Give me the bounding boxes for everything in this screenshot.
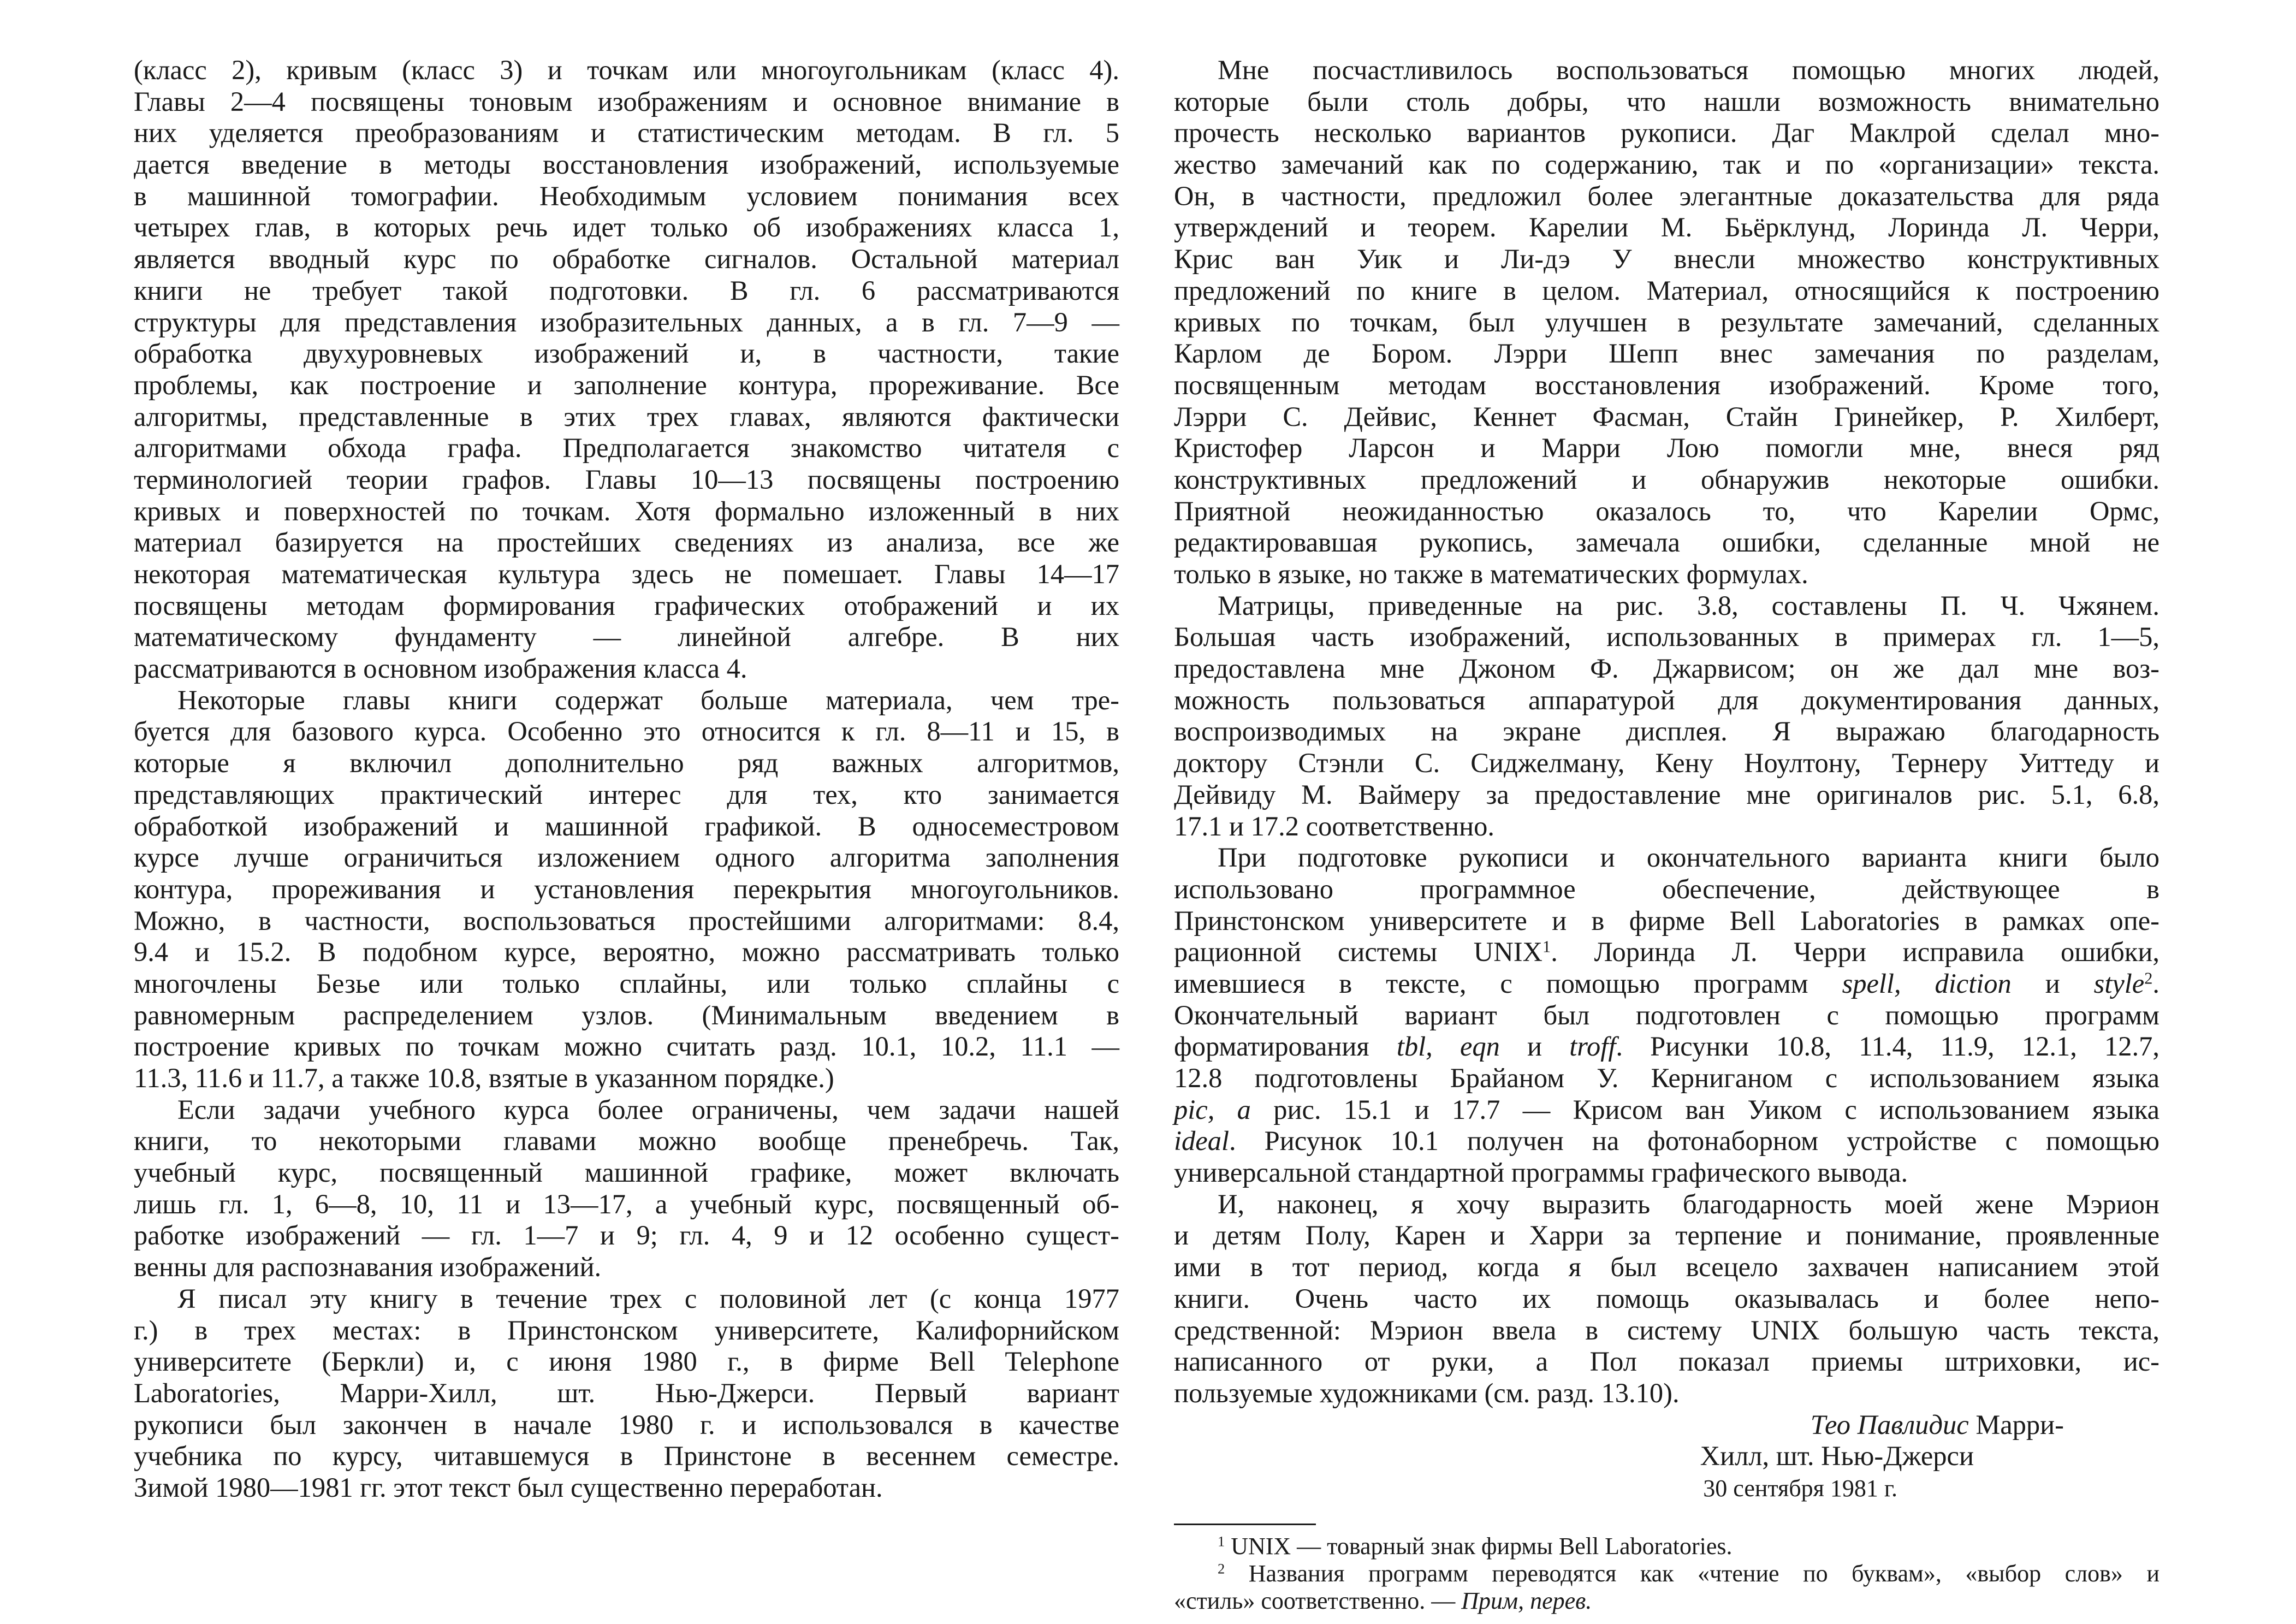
text-line: и детям Полу, Карен и Харри за терпение и понимание, проявленные	[1174, 1220, 2159, 1251]
text-line: контура, прореживания и установления перекрытия многоугольников.	[134, 873, 1119, 904]
text-line: построение кривых по точкам можно считать разд. 10.1, 10.2, 11.1 —	[134, 1031, 1119, 1062]
text-line: кривых по точкам, был улучшен в результате замечаний, сделанных	[1174, 306, 2159, 337]
text-line: является вводный курс по обработке сигналов. Остальной материал	[134, 244, 1119, 275]
text-line: Можно, в частности, воспользоваться простейшими алгоритмами: 8.4,	[134, 905, 1119, 936]
text-line: Я писал эту книгу в течение трех с половиной лет (с конца 1977	[177, 1283, 1119, 1314]
paragraph-acknowledgements-reviewers	[1174, 55, 2159, 590]
text-line: только в языке, но также в математических формулах.	[1174, 559, 1808, 589]
text-line: 9.4 и 15.2. В подобном курсе, вероятно, можно рассматривать только	[134, 937, 1119, 968]
paragraph-course-variants	[134, 1094, 1119, 1283]
text-line: (класс 2), кривым (класс 3) и точкам или многоугольникам (класс 4).	[134, 55, 1119, 85]
text-line: Laboratories, Марри-Хилл, шт. Нью-Джерси. Первый вариант	[134, 1377, 1119, 1408]
text-line: рационной системы UNIX$^1$. Лоринда Л. Черри исправила ошибки,	[1174, 937, 2159, 968]
text-line: pic, a рис. 15.1 и 17.7 — Крисом ван Уиком с использованием языка	[1174, 1094, 2159, 1125]
footnote-1	[1174, 1533, 2159, 1560]
text-line: 12.8 подготовлены Брайаном У. Керниганом с использованием языка	[1174, 1063, 2159, 1093]
text-line: 11.3, 11.6 и 11.7, а также 10.8, взятые в указанном порядке.)	[134, 1063, 834, 1093]
paragraph-acknowledgements-software	[1174, 842, 2159, 1189]
text-line: курсе лучше ограничиться изложением одного алгоритма заполнения	[134, 842, 1119, 873]
text-line: алгоритмы, представленные в этих трех главах, являются фактически	[134, 401, 1119, 432]
text-line: обработка двухуровневых изображений и, в частности, такие	[134, 338, 1119, 369]
text-line: конструктивных предложений и обнаружив некоторые ошибки.	[1174, 464, 2159, 495]
text-line: предоставлена мне Джоном Ф. Джарвисом; он же дал мне воз-	[1174, 653, 2159, 684]
text-line: буется для базового курса. Особенно это относится к гл. 8—11 и 15, в	[134, 716, 1119, 747]
text-line: них уделяется преобразованиям и статистическим методам. В гл. 5	[134, 117, 1119, 149]
text-line: Большая часть изображений, использованных в примерах гл. 1—5,	[1174, 621, 2159, 653]
text-line: можность пользоваться аппаратурой для документирования данных,	[1174, 684, 2159, 715]
text-line: которые были столь добры, что нашли возможность внимательно	[1174, 86, 2159, 117]
text-line: лишь гл. 1, 6—8, 10, 11 и 13—17, а учебный курс, посвященный об-	[134, 1188, 1119, 1219]
left-column	[134, 55, 1119, 1504]
text-line: работке изображений — гл. 1—7 и 9; гл. 4, 9 и 12 особенно сущест-	[134, 1220, 1119, 1251]
text-line: представляющих практический интерес для тех, кто занимается	[134, 779, 1119, 810]
paragraph-acknowledgements-family	[1174, 1189, 2159, 1409]
text-line: некоторая математическая культура здесь не помешает. Главы 14—17	[134, 559, 1119, 589]
text-line: структуры для представления изобразительных данных, а в гл. 7—9 —	[134, 306, 1119, 337]
text-line: При подготовке рукописи и окончательного варианта книги было	[1218, 842, 2159, 873]
text-line: дается введение в методы восстановления изображений, используемые	[134, 149, 1119, 180]
text-line: книги, то некоторыми главами можно вообще пренебречь. Так,	[134, 1125, 1119, 1157]
paragraph-acknowledgements-figures	[1174, 590, 2159, 843]
text-line: имевшиеся в тексте, с помощью программ spell, diction и style$^2$.	[1174, 968, 2159, 999]
text-line: форматирования tbl, eqn и troff. Рисунки 10.8, 11.4, 11.9, 12.1, 12.7,	[1174, 1031, 2159, 1062]
text-line: 17.1 и 17.2 соответственно.	[1174, 810, 1494, 841]
text-line: многочлены Безье или только сплайны, или только сплайны с	[134, 968, 1119, 999]
text-line: утверждений и теорем. Карелии М. Бьёрклунд, Лоринда Л. Черри,	[1174, 212, 2159, 243]
text-line: учебника по курсу, читавшемуся в Принстоне в весеннем семестре.	[134, 1441, 1119, 1472]
text-line: ideal. Рисунок 10.1 получен на фотонаборном устройстве с помощью	[1174, 1125, 2159, 1157]
text-line: венны для распознавания изображений.	[134, 1252, 602, 1283]
text-line: воспроизводимых на экране дисплея. Я выражаю благодарность	[1174, 716, 2159, 747]
text-line: ими в тот период, когда я был всецело захвачен написанием этой	[1174, 1252, 2159, 1283]
text-line: Мне посчастливилось воспользоваться помощью многих людей,	[1218, 55, 2159, 85]
text-line: Он, в частности, предложил более элегантные доказательства для ряда	[1174, 180, 2159, 211]
text-line: Лэрри С. Дейвис, Кеннет Фасман, Стайн Гринейкер, Р. Хилберт,	[1174, 401, 2159, 432]
text-line: в машинной томографии. Необходимым условием понимания всех	[134, 180, 1119, 211]
paragraph-writing-history	[134, 1283, 1119, 1504]
right-column	[1174, 55, 2159, 1615]
footnote-2	[1174, 1560, 2159, 1615]
footnote-divider	[1174, 1524, 1316, 1525]
text-line: университете (Беркли) и, с июня 1980 г., в фирме Bell Telephone	[134, 1346, 1119, 1377]
text-line: средственной: Мэрион ввела в систему UNIX большую часть текста,	[1174, 1314, 2159, 1346]
text-line: жество замечаний как по содержанию, так и по «организации» текста.	[1174, 149, 2159, 180]
text-line: посвященным методам восстановления изображений. Кроме того,	[1174, 369, 2159, 400]
text-line: алгоритмами обхода графа. Предполагается знакомство читателя с	[134, 432, 1119, 464]
text-line: универсальной стандартной программы графического вывода.	[1174, 1157, 1908, 1188]
text-line: Зимой 1980—1981 гг. этот текст был существенно переработан.	[134, 1472, 883, 1503]
text-line: пользуемые художниками (см. разд. 13.10).	[1174, 1377, 1680, 1408]
signature-date: 30 сентября 1981 г.	[1703, 1474, 1897, 1502]
text-line: написанного от руки, а Пол показал приемы штриховки, ис-	[1174, 1346, 2159, 1377]
footnote-line: $^1$ UNIX — товарный знак фирмы Bell Laboratories.	[1218, 1532, 1733, 1560]
text-line: обработкой изображений и машинной графикой. В односеместровом	[134, 810, 1119, 841]
text-line: терминологией теории графов. Главы 10—13 посвящены построению	[134, 464, 1119, 495]
text-line: Окончательный вариант был подготовлен с помощью программ	[1174, 999, 2159, 1030]
footnote-line: «стиль» соответственно. — Прим, перев.	[1174, 1587, 1592, 1614]
text-line: проблемы, как построение и заполнение контура, прореживание. Все	[134, 369, 1119, 400]
text-line: Дейвиду М. Ваймеру за предоставление мне оригиналов рис. 5.1, 6.8,	[1174, 779, 2159, 810]
text-line: Кристофер Ларсон и Марри Лою помогли мне, внеся ряд	[1174, 432, 2159, 464]
text-line: прочесть несколько вариантов рукописи. Даг Маклрой сделал мно-	[1174, 117, 2159, 149]
text-line: Некоторые главы книги содержат больше материала, чем тре-	[177, 684, 1119, 715]
text-line: г.) в трех местах: в Принстонском университете, Калифорнийском	[134, 1314, 1119, 1346]
text-line: учебный курс, посвященный машинной графике, может включать	[134, 1157, 1119, 1188]
text-line: четырех глав, в которых речь идет только об изображениях класса 1,	[134, 212, 1119, 243]
signature-author: Тео Павлидис Марри-	[1810, 1409, 2064, 1440]
text-line: книги не требует такой подготовки. В гл. 6 рассматриваются	[134, 275, 1119, 306]
paragraph-chapter-overview	[134, 55, 1119, 685]
text-line: рукописи был закончен в начале 1980 г. и использовался в качестве	[134, 1409, 1119, 1440]
text-line: доктору Стэнли С. Сиджелману, Кену Ноултону, Тернеру Уиттеду и	[1174, 748, 2159, 779]
text-line: математическому фундаменту — линейной алгебре. В них	[134, 621, 1119, 653]
text-line: книги. Очень часто их помощь оказывалась и более непо-	[1174, 1283, 2159, 1314]
text-line: равномерным распределением узлов. (Минимальным введением в	[134, 999, 1119, 1030]
text-line: предложений по книге в целом. Материал, относящийся к построению	[1174, 275, 2159, 306]
text-line: Приятной неожиданностью оказалось то, что Карелии Ормс,	[1174, 495, 2159, 526]
text-line: материал базируется на простейших сведениях из анализа, все же	[134, 527, 1119, 558]
text-line: использовано программное обеспечение, действующее в	[1174, 873, 2159, 904]
text-line: Матрицы, приведенные на рис. 3.8, составлены П. Ч. Чжянем.	[1218, 590, 2159, 621]
text-line: И, наконец, я хочу выразить благодарность моей жене Мэрион	[1218, 1188, 2159, 1219]
text-line: которые я включил дополнительно ряд важных алгоритмов,	[134, 748, 1119, 779]
text-line: Крис ван Уик и Ли-дэ У внесли множество конструктивных	[1174, 244, 2159, 275]
text-line: кривых и поверхностей по точкам. Хотя формально изложенный в них	[134, 495, 1119, 526]
text-line: редактировавшая рукопись, замечала ошибки, сделанные мной не	[1174, 527, 2159, 558]
text-line: Если задачи учебного курса более ограничены, чем задачи нашей	[177, 1094, 1119, 1125]
paragraph-course-material	[134, 685, 1119, 1094]
text-line: Главы 2—4 посвящены тоновым изображениям и основное внимание в	[134, 86, 1119, 117]
text-line: посвящены методам формирования графических отображений и их	[134, 590, 1119, 621]
signature-place: Хилл, шт. Нью-Джерси	[1700, 1441, 1974, 1472]
text-line: Карлом де Бором. Лэрри Шепп внес замечания по разделам,	[1174, 338, 2159, 369]
footnote-line: $^2$ Названия программ переводятся как «чтение по буквам», «выбор слов» и	[1218, 1560, 2159, 1587]
text-line: Принстонском университете и в фирме Bell Laboratories в рамках опе-	[1174, 905, 2159, 936]
text-line: рассматриваются в основном изображения класса 4.	[134, 653, 747, 684]
